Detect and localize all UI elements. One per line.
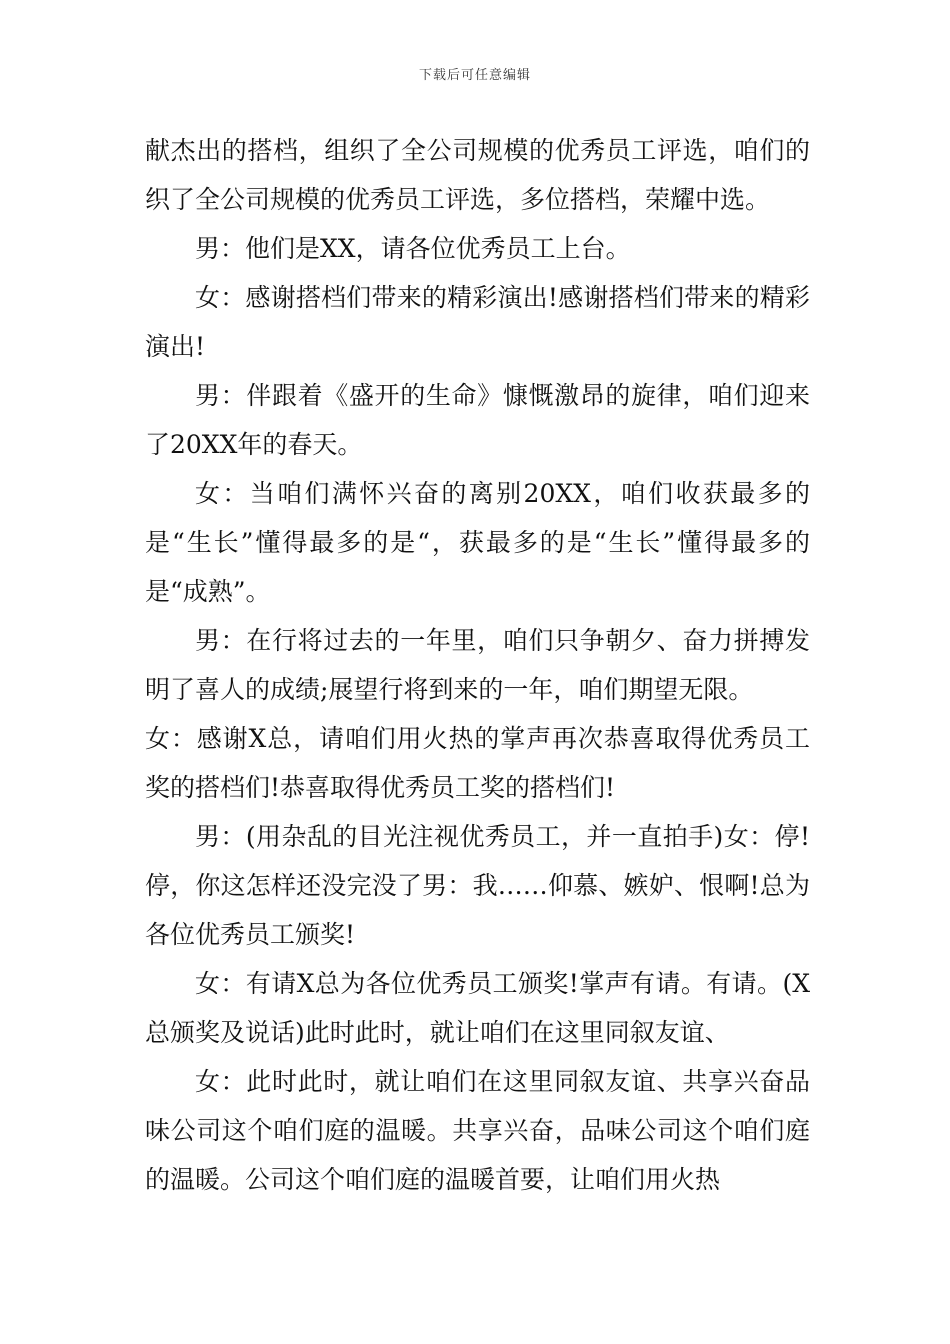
paragraph-1: 献杰出的搭档，组织了全公司规模的优秀员工评选，咱们的织了全公司规模的优秀员工评选，多位搭档，荣耀中选。 [145,136,810,214]
page-header: 下载后可任意编辑 [418,68,531,83]
paragraph-8: 男：(用杂乱的目光注视优秀员工，并一直拍手)女：停!停，你这怎样还没完没了男：我……仰慕、嫉妒、恨啊!总为各位优秀员工颁奖! [145,822,810,949]
paragraph-10: 女：此时此时，就让咱们在这里同叙友谊、共享兴奋品味公司这个咱们庭的温暖。共享兴奋，品味公司这个咱们庭的温暖。公司这个咱们庭的温暖首要，让咱们用火热 [145,1067,810,1194]
paragraph-9: 女：有请X总为各位优秀员工颁奖!掌声有请。有请。(X总颁奖及说话)此时此时，就让咱们在这里同叙友谊、 [145,969,810,1047]
document-body [145,126,810,1204]
paragraph-7: 女：感谢X总，请咱们用火热的掌声再次恭喜取得优秀员工奖的搭档们!恭喜取得优秀员工奖的搭档们! [145,724,810,802]
paragraph-6: 男：在行将过去的一年里，咱们只争朝夕、奋力拼搏发明了喜人的成绩;展望行将到来的一年，咱们期望无限。 [145,626,810,704]
paragraph-5: 女：当咱们满怀兴奋的离别20XX，咱们收获最多的是“生长”懂得最多的是“，获最多的是“生长”懂得最多的是“成熟”。 [145,479,810,606]
paragraph-2: 男：他们是XX，请各位优秀员工上台。 [195,234,631,263]
paragraph-4: 男：伴跟着《盛开的生命》慷慨激昂的旋律，咱们迎来了20XX年的春天。 [145,381,810,459]
paragraph-3: 女：感谢搭档们带来的精彩演出!感谢搭档们带来的精彩演出! [145,283,810,361]
